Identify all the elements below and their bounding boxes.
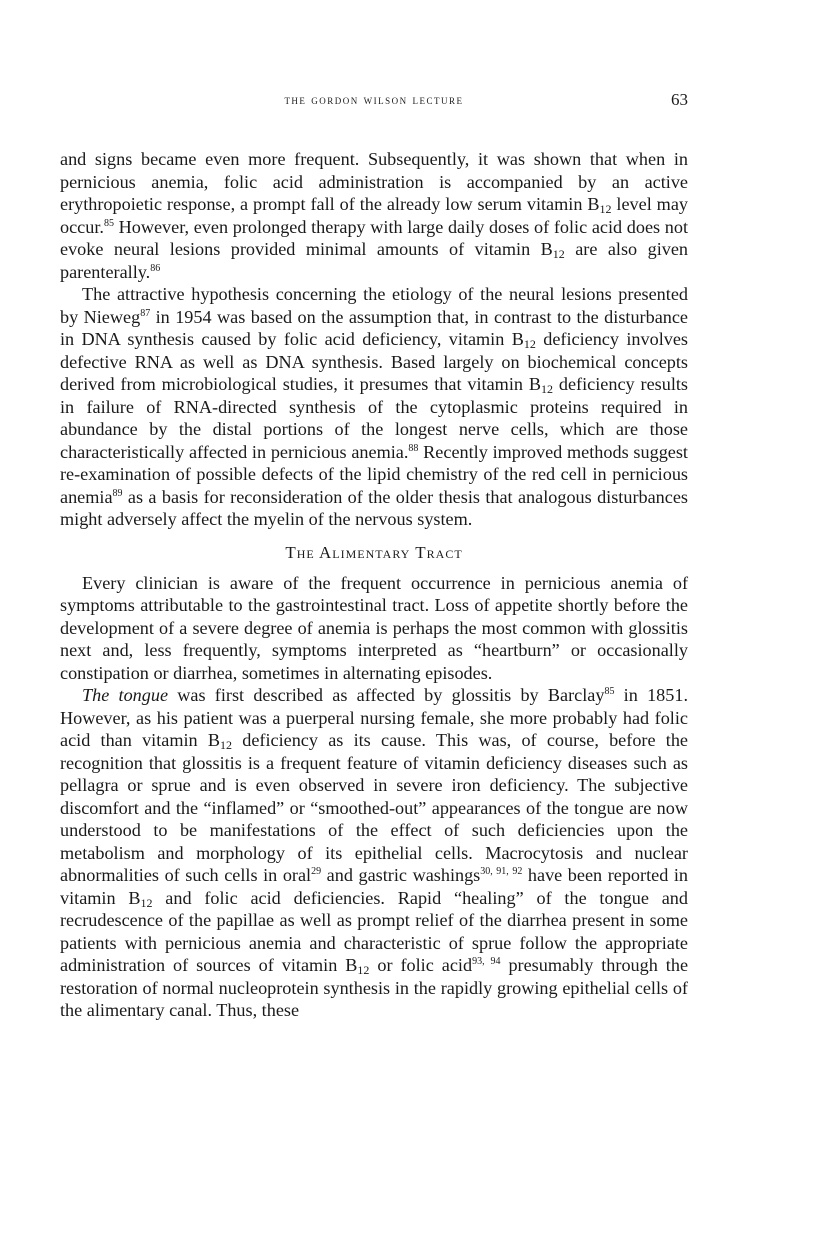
section-heading: The Alimentary Tract <box>285 542 463 562</box>
footnote-ref: 93, 94 <box>472 956 501 967</box>
document-page <box>60 92 688 1022</box>
paragraph-3: Every clinician is aware of the frequent occurrence in pernicious anemia of symptoms attributable to the gastrointestinal tract. Loss of appetite shortly before the development of a severe degree of anemia is perhaps the most common with glossitis next and, less frequently, symptoms interpreted as “heartburn” or occasionally constipation or diarrhea, sometimes in alternating episodes. <box>60 572 688 683</box>
footnote-ref: 89 <box>112 487 123 499</box>
paragraph-lead: The tongue <box>82 685 169 705</box>
paragraph-1: and signs became even more frequent. Subsequently, it was shown that when in pernicious anemia, folic acid administration is accompanied by an active erythropoietic response, a prompt fall of the already low serum vitamin $B_{12}$ level may occur.$^{85}$ However, even prolonged therapy with large daily doses of folic acid does not evoke neural lesions provided minimal amounts of vitamin $B_{12}$ are also given parenterally.$^{86}$ <box>60 149 689 282</box>
footnote-ref: 85 <box>103 217 114 229</box>
paragraph-4: The tongue was first described as affected by glossitis by Barclay$^{85}$ in 1851. However, as his patient was a puerperal nursing female, she more probably had folic acid than vitamin $B_{12}$ deficiency as its cause. This was, of course, before the recognition that glossitis is a frequent feature of vitamin deficiency diseases such as pellagra or sprue and is even observed in severe iron deficiency. The subjective discomfort and the “inflamed” or “smoothed-out” appearances of the tongue are now understood to be manifestations of the effect of such deficiencies upon the metabolism and morphology of its epithelial cells. Macrocytosis and nuclear abnormalities of such cells in oral$^{29}$ and gastric washings$^{30, 91, 92}$ have been reported in vitamin $B_{12}$ and folic acid deficiencies. Rapid “healing” of the tongue and recrudescence of the papillae as well as prompt relief of the diarrhea present in some patients with pernicious anemia and characteristic of sprue follow the appropriate administration of sources of vitamin $B_{12}$ or folic acid$^{93, 94}$ presumably through the restoration of normal nucleoprotein synthesis in the rapidly growing epithelial cells of the alimentary canal. Thus, these <box>60 685 689 1020</box>
running-head: the gordon wilson lecture <box>284 92 464 107</box>
page-number: 63 <box>671 90 688 109</box>
page-header <box>60 92 688 118</box>
footnote-ref: 87 <box>140 307 151 319</box>
footnote-ref: 86 <box>150 262 161 274</box>
footnote-ref: 30, 91, 92 <box>480 866 523 877</box>
page-body <box>60 148 688 1022</box>
footnote-ref: 88 <box>408 442 419 454</box>
paragraph-2: The attractive hypothesis concerning the etiology of the neural lesions presented by Nieweg$^{87}$ in 1954 was based on the assumption that, in contrast to the disturbance in DNA synthesis caused by folic acid deficiency, vitamin $B_{12}$ deficiency involves defective RNA as well as DNA synthesis. Based largely on biochemical concepts derived from microbiological studies, it presumes that vitamin $B_{12}$ deficiency results in failure of RNA-directed synthesis of the cytoplasmic proteins required in abundance by the distal portions of the longest nerve cells, which are those characteristically affected in pernicious anemia.$^{88}$ Recently improved methods suggest re-examination of possible defects of the lipid chemistry of the red cell in pernicious anemia$^{89}$ as a basis for reconsideration of the older thesis that analogous disturbances might adversely affect the myelin of the nervous system. <box>60 284 689 529</box>
footnote-ref: 85 <box>604 686 615 697</box>
footnote-ref: 29 <box>311 866 322 877</box>
